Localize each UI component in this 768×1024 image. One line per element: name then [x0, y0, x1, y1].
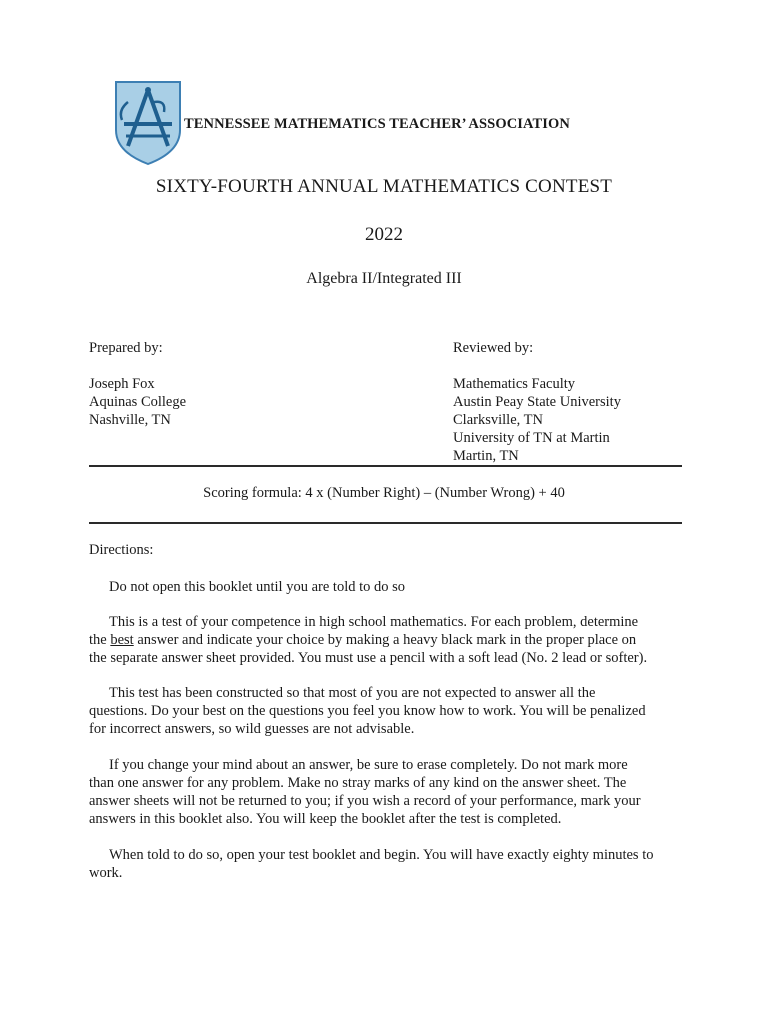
paragraph-line: work. — [89, 865, 123, 881]
directions-label: Directions: — [89, 542, 154, 558]
paragraph-line: If you change your mind about an answer, be sure to erase completely. Do not mark more — [109, 757, 628, 773]
reviewed-by-line: University of TN at Martin — [453, 430, 610, 446]
prepared-by-heading: Prepared by: — [89, 340, 163, 356]
directions-paragraph — [89, 613, 689, 667]
reviewed-by-block — [453, 339, 621, 465]
text-run: answer and indicate your choice by making a heavy black mark in the proper place on — [133, 632, 637, 648]
shield-logo-icon — [114, 80, 182, 166]
directions-paragraph — [89, 578, 689, 596]
prepared-by-block — [89, 339, 186, 429]
reviewed-by-line: Clarksville, TN — [453, 412, 543, 428]
paragraph-line: answers in this booklet also. You will keep the booklet after the test is completed. — [89, 811, 562, 827]
contest-year: 2022 — [365, 224, 403, 245]
underlined-word: best — [110, 632, 134, 648]
divider-bottom — [89, 522, 682, 524]
directions-paragraph — [89, 756, 689, 828]
paragraph-line: for incorrect answers, so wild guesses are not advisable. — [89, 721, 415, 737]
paragraph-line: than one answer for any problem. Make no stray marks of any kind on the answer sheet. The — [89, 775, 627, 791]
contest-title: SIXTY-FOURTH ANNUAL MATHEMATICS CONTEST — [155, 176, 613, 197]
paragraph-line — [89, 631, 689, 649]
reviewed-by-line: Martin, TN — [453, 448, 519, 464]
prepared-by-line: Nashville, TN — [89, 412, 171, 428]
paragraph-line: questions. Do your best on the questions you feel you know how to work. You will be penalized — [89, 703, 646, 719]
paragraph-line: Do not open this booklet until you are told to do so — [109, 579, 406, 595]
prepared-by-line: Joseph Fox — [89, 376, 155, 392]
directions-paragraph — [89, 684, 689, 738]
paragraph-line: This test has been constructed so that most of you are not expected to answer all the — [109, 685, 596, 701]
association-name: TENNESSEE MATHEMATICS TEACHER’ ASSOCIATION — [184, 116, 570, 132]
prepared-by-line: Aquinas College — [89, 394, 187, 410]
paragraph-line: When told to do so, open your test booklet and begin. You will have exactly eighty minutes to — [109, 847, 654, 863]
paragraph-line: the separate answer sheet provided. You must use a pencil with a soft lead (No. 2 lead or softer). — [89, 650, 648, 666]
paragraph-line: This is a test of your competence in high school mathematics. For each problem, determine — [109, 614, 639, 630]
reviewed-by-heading: Reviewed by: — [453, 340, 534, 356]
contest-subject: Algebra II/Integrated III — [306, 270, 462, 287]
reviewed-by-line: Mathematics Faculty — [453, 376, 576, 392]
text-run: the — [89, 632, 111, 648]
paragraph-line: answer sheets will not be returned to you; if you wish a record of your performance, mark your — [89, 793, 641, 809]
reviewed-by-line: Austin Peay State University — [453, 394, 621, 410]
divider-top — [89, 465, 682, 467]
directions-paragraph — [89, 846, 689, 882]
scoring-formula: Scoring formula: 4 x (Number Right) – (Number Wrong) + 40 — [203, 485, 565, 501]
